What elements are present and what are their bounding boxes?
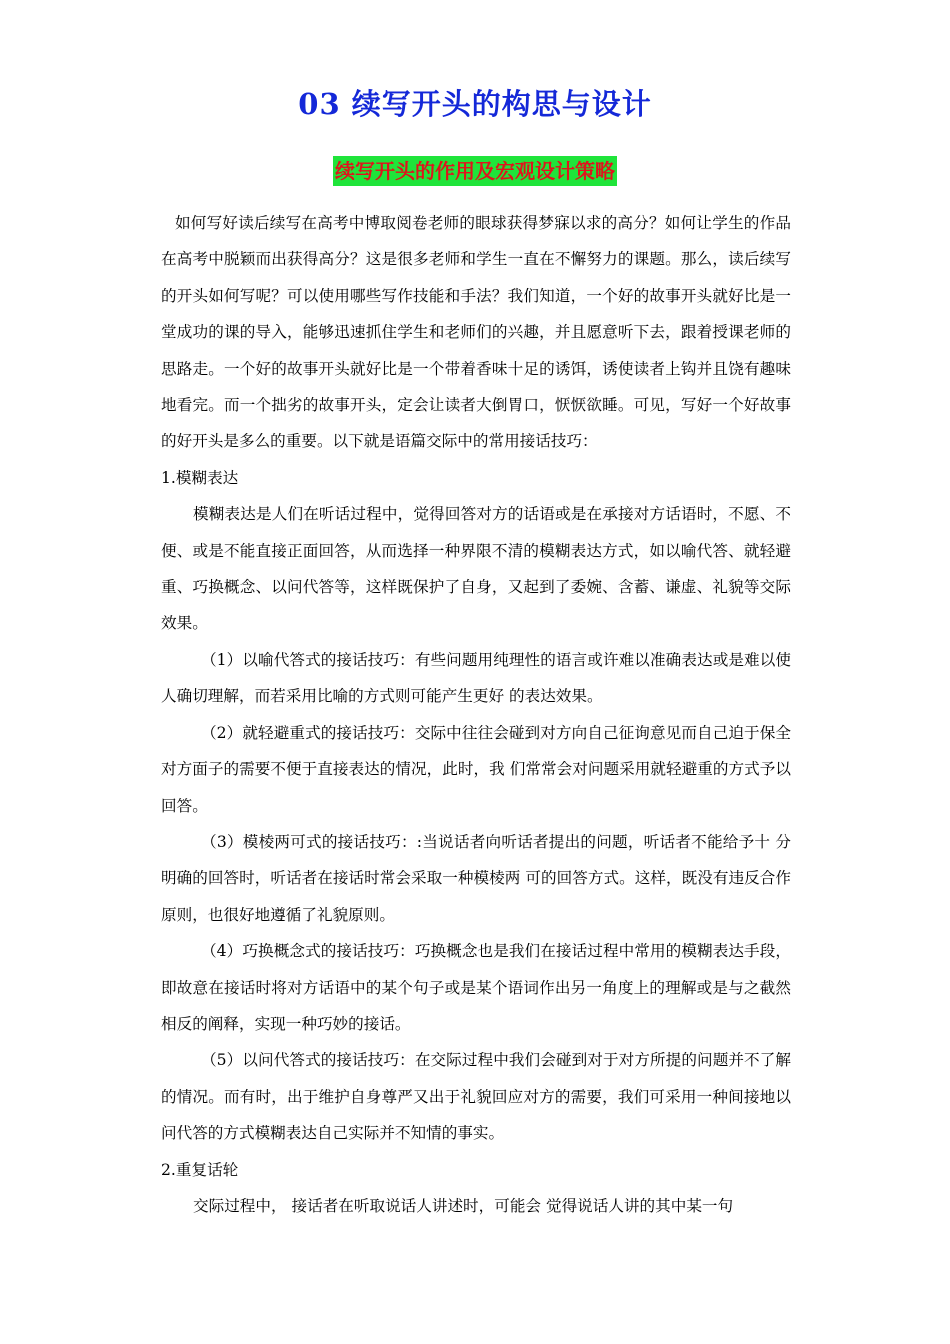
list-item-2: （2）就轻避重式的接话技巧：交际中往往会碰到对方向自己征询意见而自己迫于保全对方面子的需要不便于直接表达的情况，此时，我 们常常会对问题采用就轻避重的方式予以回答。 <box>161 723 791 815</box>
list-item-1: （1）以喻代答式的接话技巧：有些问题用纯理性的语言或许难以准确表达或是难以使人确切理解，而若采用比喻的方式则可能产生更好 的表达效果。 <box>161 650 791 706</box>
list-item-3: （3）模棱两可式的接话技巧：:当说话者向听话者提出的问题，听话者不能给予十 分明确的回答时，听话者在接话时常会采取一种模棱两 可的回答方式。这样，既没有违反合作原则，也很好地遵循了礼貌原则。 <box>161 832 791 924</box>
section-heading-1: 1.模糊表达 <box>161 468 239 487</box>
intro-paragraph: 如何写好读后续写在高考中博取阅卷老师的眼球获得梦寐以求的高分？如何让学生的作品在高考中脱颖而出获得高分？这是很多老师和学生一直在不懈努力的课题。那么，读后续写的开头如何写呢？可以使用哪些写作技能和手法？我们知道，一个好的故事开头就好比是一堂成功的课的导入，能够迅速抓住学生和老师们的兴趣，并且愿意听下去，跟着授课老师的思路走。一个好的故事开头就好比是一个带着香味十足的诱饵，诱使读者上钩并且饶有趣味地看完。而一个拙劣的故事开头，定会让读者大倒胃口，恹恹欲睡。可见，写好一个好故事的好开头是多么的重要。以下就是语篇交际中的常用接话技巧： <box>161 214 791 451</box>
list-item-5: （5）以问代答式的接话技巧：在交际过程中我们会碰到对于对方所提的问题并不了解的情况。而有时，出于维护自身尊严又出于礼貌回应对方的需要，我们可采用一种间接地以问代答的方式模糊表达自己实际并不知情的事实。 <box>161 1051 791 1143</box>
document-subtitle: 续写开头的作用及宏观设计策略 <box>333 156 617 186</box>
section-1-paragraph: 模糊表达是人们在听话过程中，觉得回答对方的话语或是在承接对方话语时，不愿、不便、或是不能直接正面回答，从而选择一种界限不清的模糊表达方式，如以喻代答、就轻避重、巧换概念、以问代答等，这样既保护了自身，又起到了委婉、含蓄、谦虚、礼貌等交际 效果。 <box>161 505 791 633</box>
document-title: 03 续写开头的构思与设计 <box>298 87 652 121</box>
list-item-4: （4）巧换概念式的接话技巧：巧换概念也是我们在接话过程中常用的模糊表达手段，即故意在接话时将对方话语中的某个句子或是某个语词作出另一角度上的理解或是与之截然相反的阐释，实现一种巧妙的接话。 <box>161 942 791 1033</box>
document-body <box>161 205 791 1224</box>
subtitle-container <box>0 156 950 186</box>
section-2-paragraph: 交际过程中， 接话者在听取说话人讲述时，可能会 觉得说话人讲的其中某一句 <box>193 1196 734 1215</box>
section-heading-2: 2.重复话轮 <box>161 1160 239 1179</box>
